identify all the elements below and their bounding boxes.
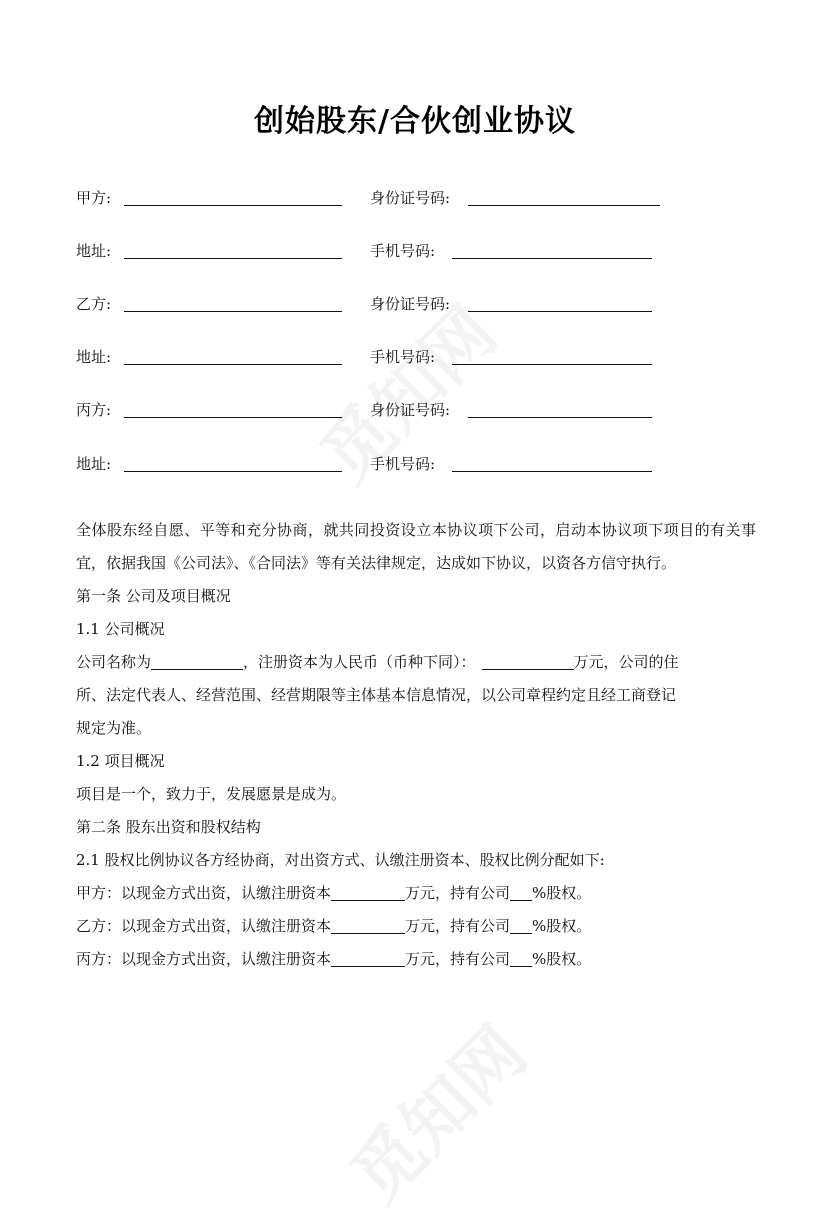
party-c-address-row	[0, 449, 830, 479]
contribution-party-text: 丙方：以现金方式出资，认缴注册资本	[76, 950, 332, 968]
party-a-id-field[interactable]	[468, 205, 660, 206]
equity-percent-blank[interactable]	[510, 948, 532, 967]
contribution-line-a	[76, 877, 756, 910]
party-b-address-field[interactable]	[124, 364, 342, 365]
party-c-phone-label: 手机号码:	[370, 455, 436, 473]
equity-suffix-text: %股权。	[532, 950, 592, 968]
article-2-heading: 第二条 股东出资和股权结构	[76, 818, 261, 836]
company-info-line-1	[76, 646, 756, 679]
project-overview-text: 项目是一个，致力于，发展愿景是成为。	[76, 785, 347, 803]
party-b-name-field[interactable]	[124, 311, 342, 312]
party-a-address-field[interactable]	[124, 258, 342, 259]
party-b-address-label: 地址:	[76, 348, 112, 366]
contribution-line-c	[76, 943, 756, 976]
party-row-b	[0, 289, 830, 319]
company-name-blank[interactable]	[151, 651, 243, 670]
party-c-label: 丙方:	[76, 401, 112, 419]
watermark	[325, 1001, 545, 1220]
contribution-unit-text: 万元，持有公司	[405, 884, 511, 902]
party-c-address-label: 地址:	[76, 455, 112, 473]
party-a-phone-field[interactable]	[452, 258, 652, 259]
party-b-id-label: 身份证号码:	[370, 295, 451, 313]
equity-suffix-text: %股权。	[532, 917, 592, 935]
capital-unit: 万元，公司的住	[573, 653, 679, 671]
equity-percent-blank[interactable]	[510, 882, 532, 901]
party-row-c	[0, 395, 830, 425]
contribution-party-text: 甲方：以现金方式出资，认缴注册资本	[76, 884, 332, 902]
party-row-a	[0, 183, 830, 213]
company-info-line-3: 规定为准。	[76, 719, 152, 737]
party-b-id-field[interactable]	[468, 311, 652, 312]
article-1-heading: 第一条 公司及项目概况	[76, 587, 231, 605]
equity-percent-blank[interactable]	[510, 915, 532, 934]
party-b-label: 乙方:	[76, 295, 112, 313]
contribution-amount-blank[interactable]	[331, 882, 405, 901]
company-info-line-2: 所、法定代表人、经营范围、经营期限等主体基本信息情况，以公司章程约定且经工商登记	[76, 686, 677, 704]
party-a-name-field[interactable]	[124, 205, 342, 206]
party-b-address-row	[0, 342, 830, 372]
contribution-line-b	[76, 910, 756, 943]
section-2-1-text: 2.1 股权比例协议各方经协商，对出资方式、认缴注册资本、股权比例分配如下:	[76, 851, 605, 869]
party-c-id-label: 身份证号码:	[370, 401, 451, 419]
party-a-phone-label: 手机号码:	[370, 242, 436, 260]
equity-suffix-text: %股权。	[532, 884, 592, 902]
party-c-id-field[interactable]	[468, 417, 652, 418]
contribution-party-text: 乙方：以现金方式出资，认缴注册资本	[76, 917, 332, 935]
party-a-address-label: 地址:	[76, 242, 112, 260]
contribution-amount-blank[interactable]	[331, 948, 405, 967]
party-c-address-field[interactable]	[124, 471, 342, 472]
party-c-phone-field[interactable]	[452, 471, 652, 472]
party-b-phone-field[interactable]	[452, 364, 652, 365]
agreement-body	[76, 514, 756, 976]
party-c-name-field[interactable]	[124, 417, 342, 418]
intro-paragraph: 全体股东经自愿、平等和充分协商，就共同投资设立本协议项下公司，启动本协议项下项目的有关事宜，依据我国《公司法》、《合同法》等有关法律规定，达成如下协议，以资各方信守执行。	[76, 521, 756, 572]
company-name-prefix: 公司名称为	[76, 653, 152, 671]
party-a-address-row	[0, 236, 830, 266]
capital-text: ，注册资本为人民币（币种下同）：	[243, 653, 476, 671]
party-b-phone-label: 手机号码:	[370, 348, 436, 366]
section-1-2-heading: 1.2 项目概况	[76, 752, 165, 770]
contribution-unit-text: 万元，持有公司	[405, 950, 511, 968]
party-a-label: 甲方:	[76, 189, 112, 207]
contribution-amount-blank[interactable]	[331, 915, 405, 934]
section-1-1-heading: 1.1 公司概况	[76, 620, 165, 638]
contribution-unit-text: 万元，持有公司	[405, 917, 511, 935]
party-a-id-label: 身份证号码:	[370, 189, 451, 207]
document-title: 创始股东/合伙创业协议	[254, 104, 576, 139]
capital-amount-blank[interactable]	[482, 651, 574, 670]
